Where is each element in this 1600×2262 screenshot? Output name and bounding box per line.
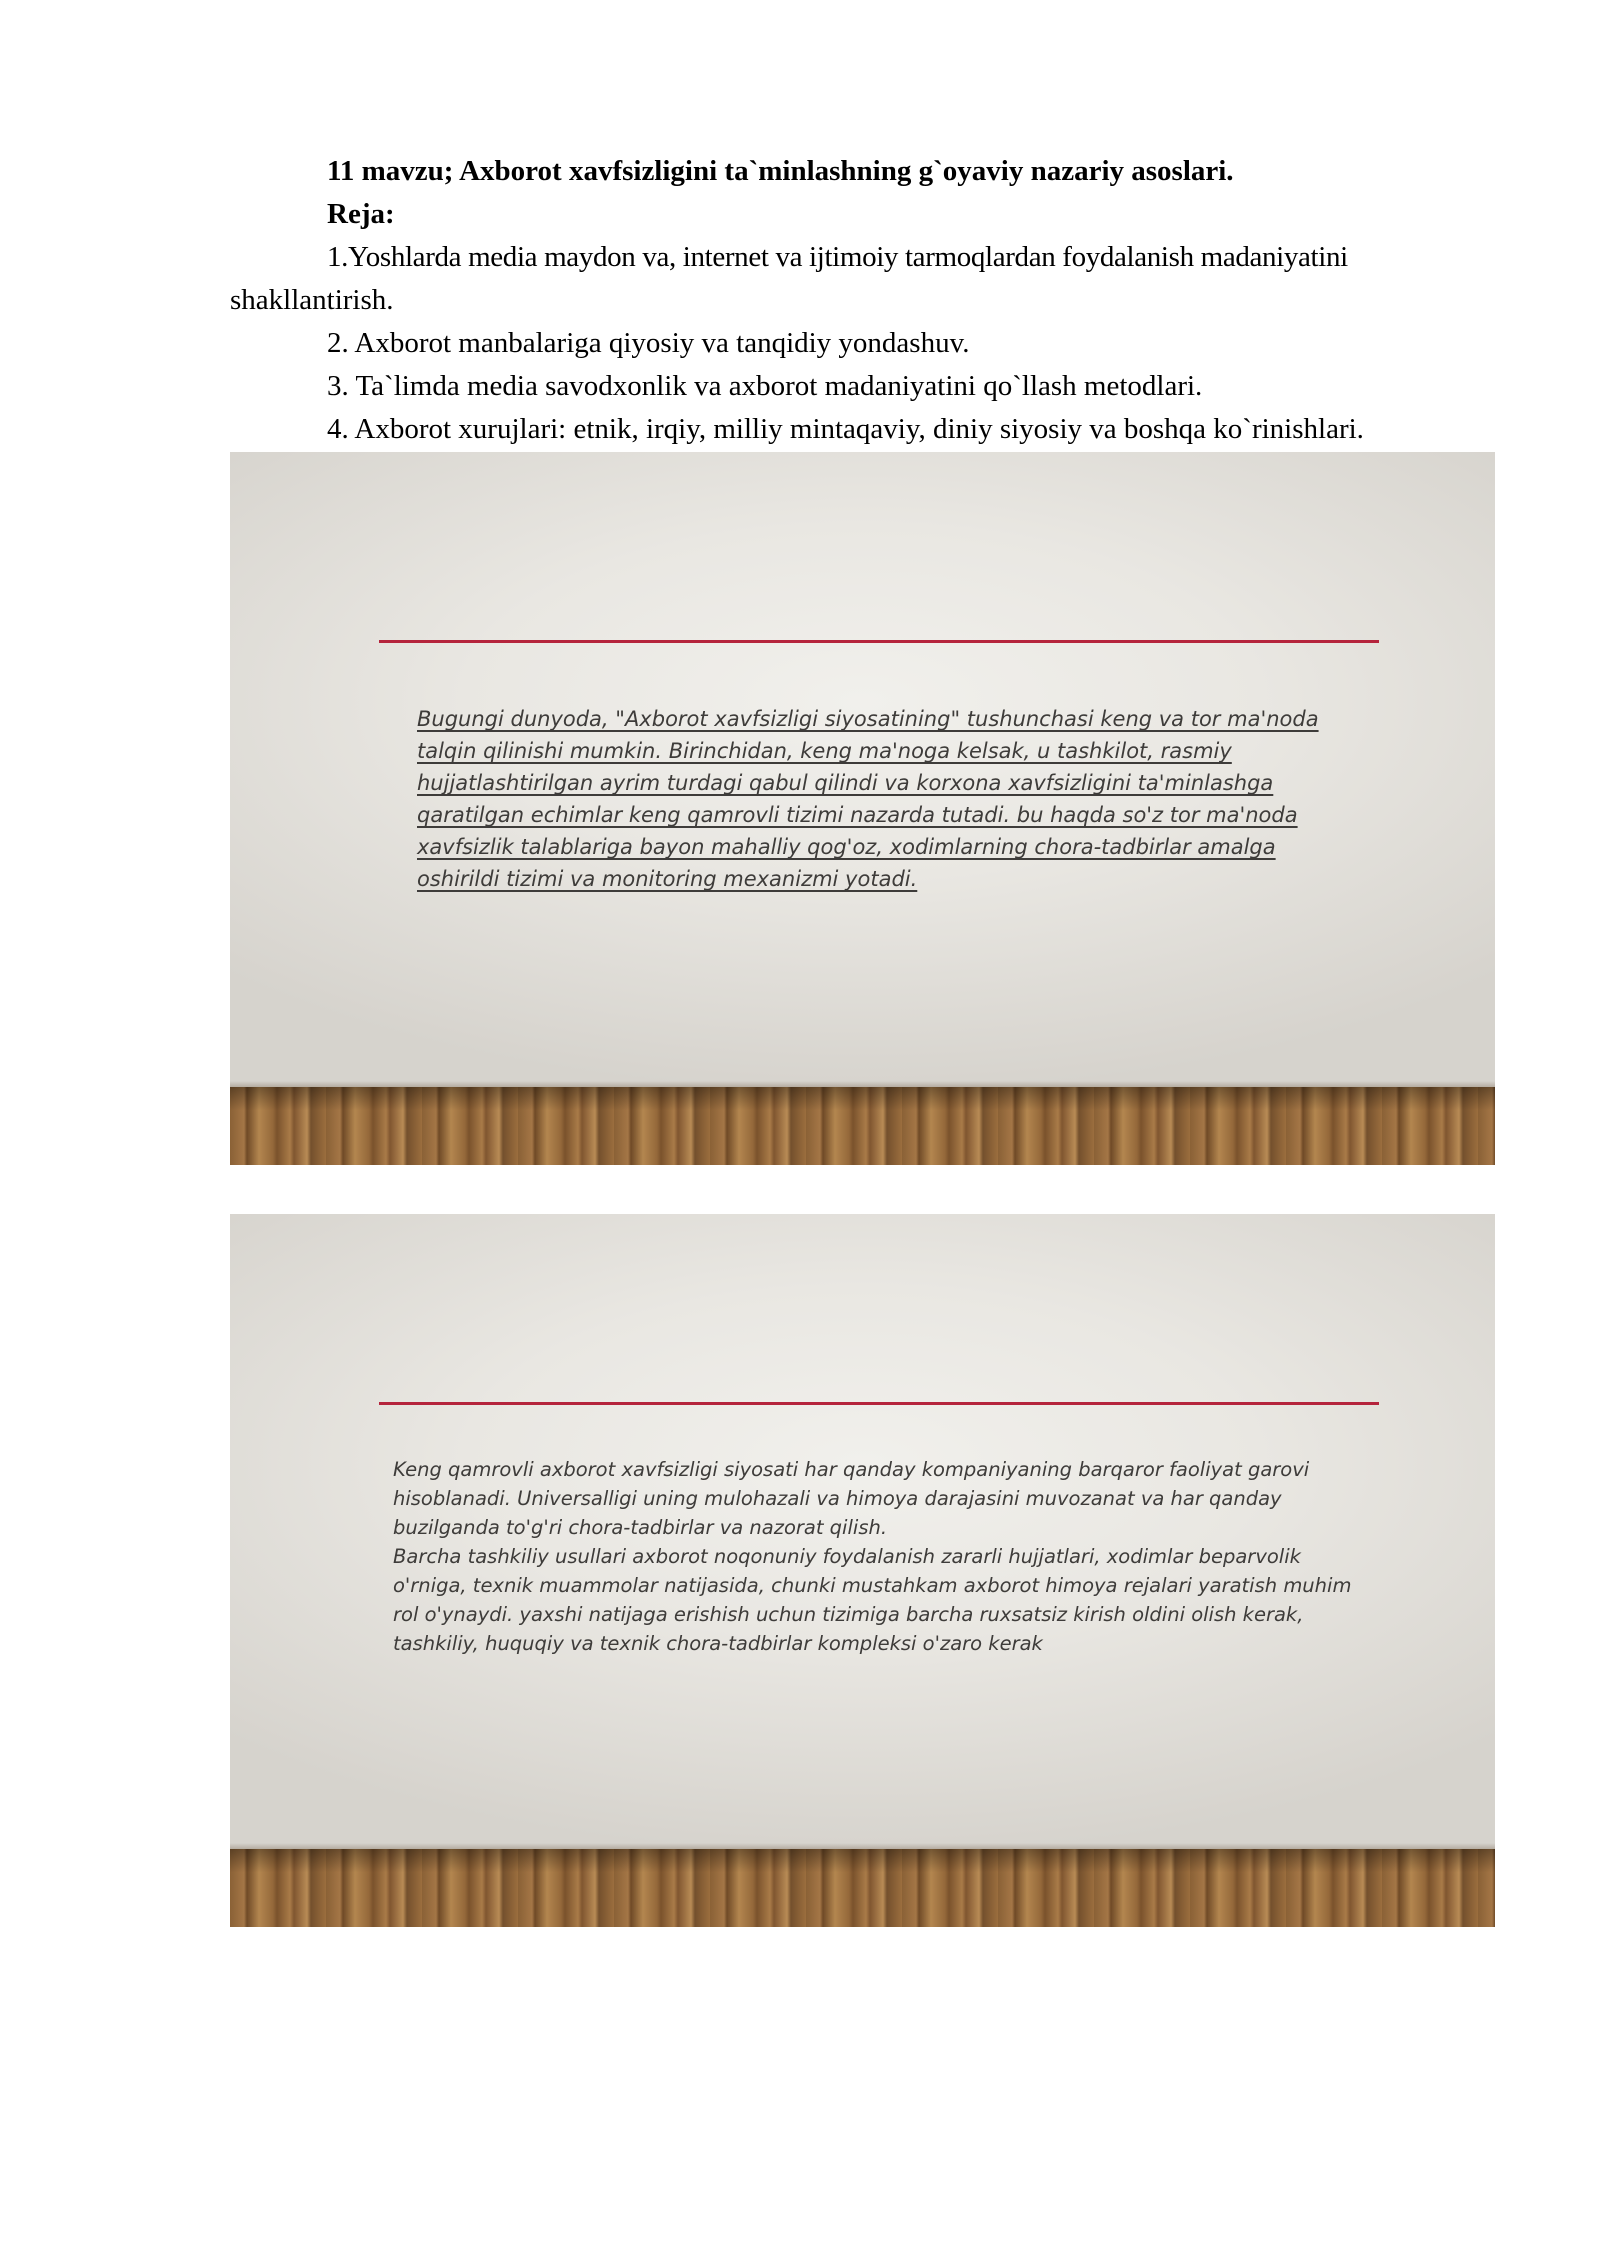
plan-item-1: 1.Yoshlarda media maydon va, internet va ijtimoiy tarmoqlardan foydalanish madaniyatini (327, 241, 1348, 273)
slide-accent-line (379, 640, 1379, 643)
document-title: 11 mavzu; Axborot xavfsizligini ta`minlashning g`oyaviy nazariy asoslari. (327, 155, 1234, 187)
plan-label: Reja: (327, 198, 395, 230)
wooden-floor (230, 1087, 1495, 1165)
plan-item-2: 2. Axborot manbalariga qiyosiy va tanqidiy yondashuv. (327, 327, 970, 359)
slide-accent-line (379, 1402, 1379, 1405)
slide-2-text (393, 1455, 1353, 1658)
slide-1-text: Bugungi dunyoda, "Axborot xavfsizligi siyosatining" tushunchasi keng va tor ma'noda talqin qilinishi mumkin. Birinchidan, keng ma'noga kelsak, u tashkilot, rasmiy hujjatlashtirilgan ayrim turdagi qabul qilindi va korxona xavfsizligini ta'minlashga qaratilgan echimlar keng qamrovli tizimi nazarda tutadi. bu haqda so'z tor ma'noda xavfsizlik talablariga bayon mahalliy qog'oz, xodimlarning chora-tadbirlar amalga oshirildi tizimi va monitoring mexanizmi yotadi. (417, 707, 1319, 891)
plan-item-1-continuation: shakllantirish. (230, 284, 394, 316)
slide-2-paragraph-1: Keng qamrovli axborot xavfsizligi siyosati har qanday kompaniyaning barqaror faoliyat garovi hisoblanadi. Universalligi uning mulohazali va himoya darajasini muvozanat va har qanday buzilganda to'g'ri chora-tadbirlar va nazorat qilish. (393, 1458, 1310, 1539)
plan-item-4: 4. Axborot xurujlari: etnik, irqiy, milliy mintaqaviy, diniy siyosiy va boshqa ko`rinishlari. (327, 413, 1364, 445)
slide-image-1 (230, 452, 1495, 1165)
slide-image-2 (230, 1214, 1495, 1927)
wooden-floor (230, 1849, 1495, 1927)
plan-item-3: 3. Ta`limda media savodxonlik va axborot madaniyatini qo`llash metodlari. (327, 370, 1203, 402)
slide-2-paragraph-2: Barcha tashkiliy usullari axborot noqonuniy foydalanish zararli hujjatlari, xodimlar beparvolik o'rniga, texnik muammolar natijasida, chunki mustahkam axborot himoya rejalari yaratish muhim rol o'ynaydi. yaxshi natijaga erishish uchun tizimiga barcha ruxsatsiz kirish oldini olish kerak, tashkiliy, huquqiy va texnik chora-tadbirlar kompleksi o'zaro kerak (393, 1545, 1352, 1655)
document-text (230, 150, 1495, 451)
